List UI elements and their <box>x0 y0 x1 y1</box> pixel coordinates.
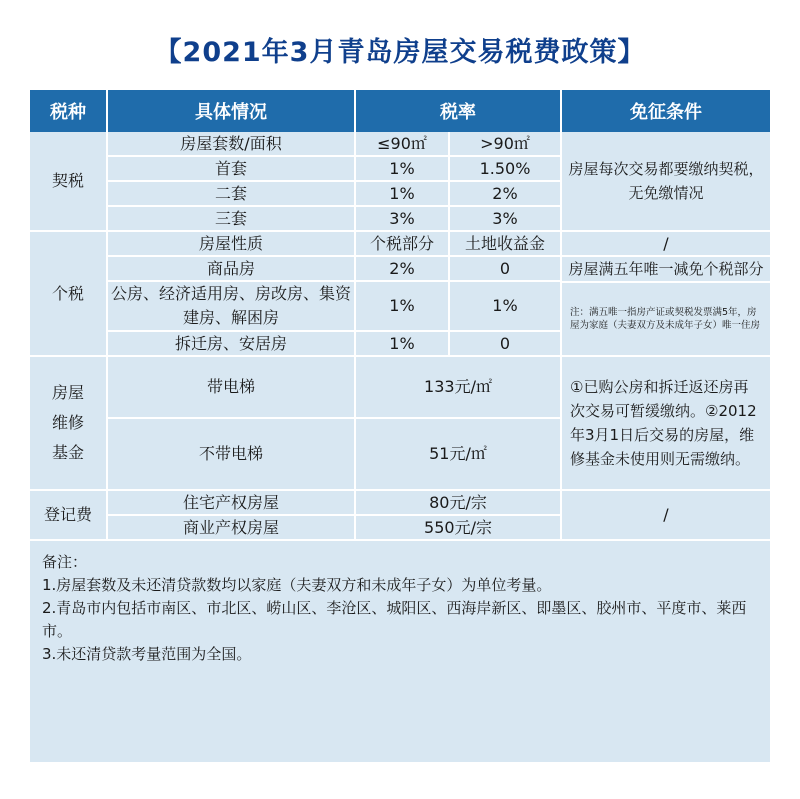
notes-block <box>30 541 770 711</box>
note-item: 3.未还清贷款考量范围为全国。 <box>42 645 252 663</box>
deed-tax-rate-b: 1.50% <box>450 157 562 182</box>
income-tax-rate-a: 2% <box>356 257 450 282</box>
income-tax-rate-a: 个税部分 <box>356 232 450 257</box>
income-tax-rate-a: 1% <box>356 282 450 332</box>
registration-fee-condition: / <box>562 491 770 541</box>
header-rate: 税率 <box>356 90 562 132</box>
notes-row <box>30 541 770 711</box>
registration-fee-case: 商业产权房屋 <box>108 516 356 541</box>
deed-tax-label: 契税 <box>30 132 108 232</box>
deed-tax-rate-a: 1% <box>356 182 450 207</box>
income-tax-rate-b: 0 <box>450 257 562 282</box>
header-exemption: 免征条件 <box>562 90 770 132</box>
income-tax-case: 商品房 <box>108 257 356 282</box>
deed-tax-rate-b: 3% <box>450 207 562 232</box>
deed-tax-rate-a: 1% <box>356 157 450 182</box>
maintenance-fund-case: 带电梯 <box>108 357 356 419</box>
notes-heading: 备注： <box>42 553 88 571</box>
registration-fee-case: 住宅产权房屋 <box>108 491 356 516</box>
income-tax-case: 拆迁房、安居房 <box>108 332 356 357</box>
income-tax-condition: 房屋满五年唯一减免个税部分 <box>562 257 770 283</box>
header-details: 具体情况 <box>108 90 356 132</box>
header-row <box>30 90 770 132</box>
income-tax-note: 注：满五唯一指房产证或契税发票满5年，房屋为家庭（夫妻双方及未成年子女）唯一住房 <box>562 283 770 357</box>
deed-tax-condition: 房屋每次交易都要缴纳契税，无免缴情况 <box>562 132 770 232</box>
header-tax-type: 税种 <box>30 90 108 132</box>
maintenance-fund-label: 房屋维修基金 <box>30 357 108 491</box>
maintenance-fund-condition: ①已购公房和拆迁返还房再次交易可暂缓缴纳。②2012年3月1日后交易的房屋，维修基金未使用则无需缴纳。 <box>562 357 770 491</box>
registration-fee-label: 登记费 <box>30 491 108 541</box>
table-row <box>30 132 770 157</box>
income-tax-rate-b: 土地收益金 <box>450 232 562 257</box>
income-tax-rate-a: 1% <box>356 332 450 357</box>
maintenance-fund-case: 不带电梯 <box>108 419 356 491</box>
income-tax-rate-b: 1% <box>450 282 562 332</box>
income-tax-case: 房屋性质 <box>108 232 356 257</box>
deed-tax-case: 二套 <box>108 182 356 207</box>
deed-tax-rate-a: 3% <box>356 207 450 232</box>
note-item: 2.青岛市内包括市南区、市北区、崂山区、李沧区、城阳区、西海岸新区、即墨区、胶州市、平度市、莱西市。 <box>42 599 747 640</box>
table-row <box>30 491 770 516</box>
deed-tax-rate-b: 2% <box>450 182 562 207</box>
maintenance-fund-rate: 133元/㎡ <box>356 357 562 419</box>
tax-policy-table <box>30 90 770 711</box>
table-row <box>30 232 770 257</box>
table-row <box>30 257 770 282</box>
maintenance-fund-rate: 51元/㎡ <box>356 419 562 491</box>
registration-fee-rate: 550元/宗 <box>356 516 562 541</box>
deed-tax-case: 三套 <box>108 207 356 232</box>
income-tax-rate-b: 0 <box>450 332 562 357</box>
deed-tax-rate-a: ≤90㎡ <box>356 132 450 157</box>
note-item: 1.房屋套数及未还清贷款数均以家庭（夫妻双方和未成年子女）为单位考量。 <box>42 576 552 594</box>
income-tax-label: 个税 <box>30 232 108 357</box>
table-row <box>30 357 770 419</box>
deed-tax-case: 首套 <box>108 157 356 182</box>
income-tax-condition-top: / <box>562 232 770 257</box>
deed-tax-rate-b: >90㎡ <box>450 132 562 157</box>
income-tax-case: 公房、经济适用房、房改房、集资建房、解困房 <box>108 282 356 332</box>
registration-fee-rate: 80元/宗 <box>356 491 562 516</box>
page-title: 【2021年3月青岛房屋交易税费政策】 <box>154 37 646 68</box>
deed-tax-case: 房屋套数/面积 <box>108 132 356 157</box>
